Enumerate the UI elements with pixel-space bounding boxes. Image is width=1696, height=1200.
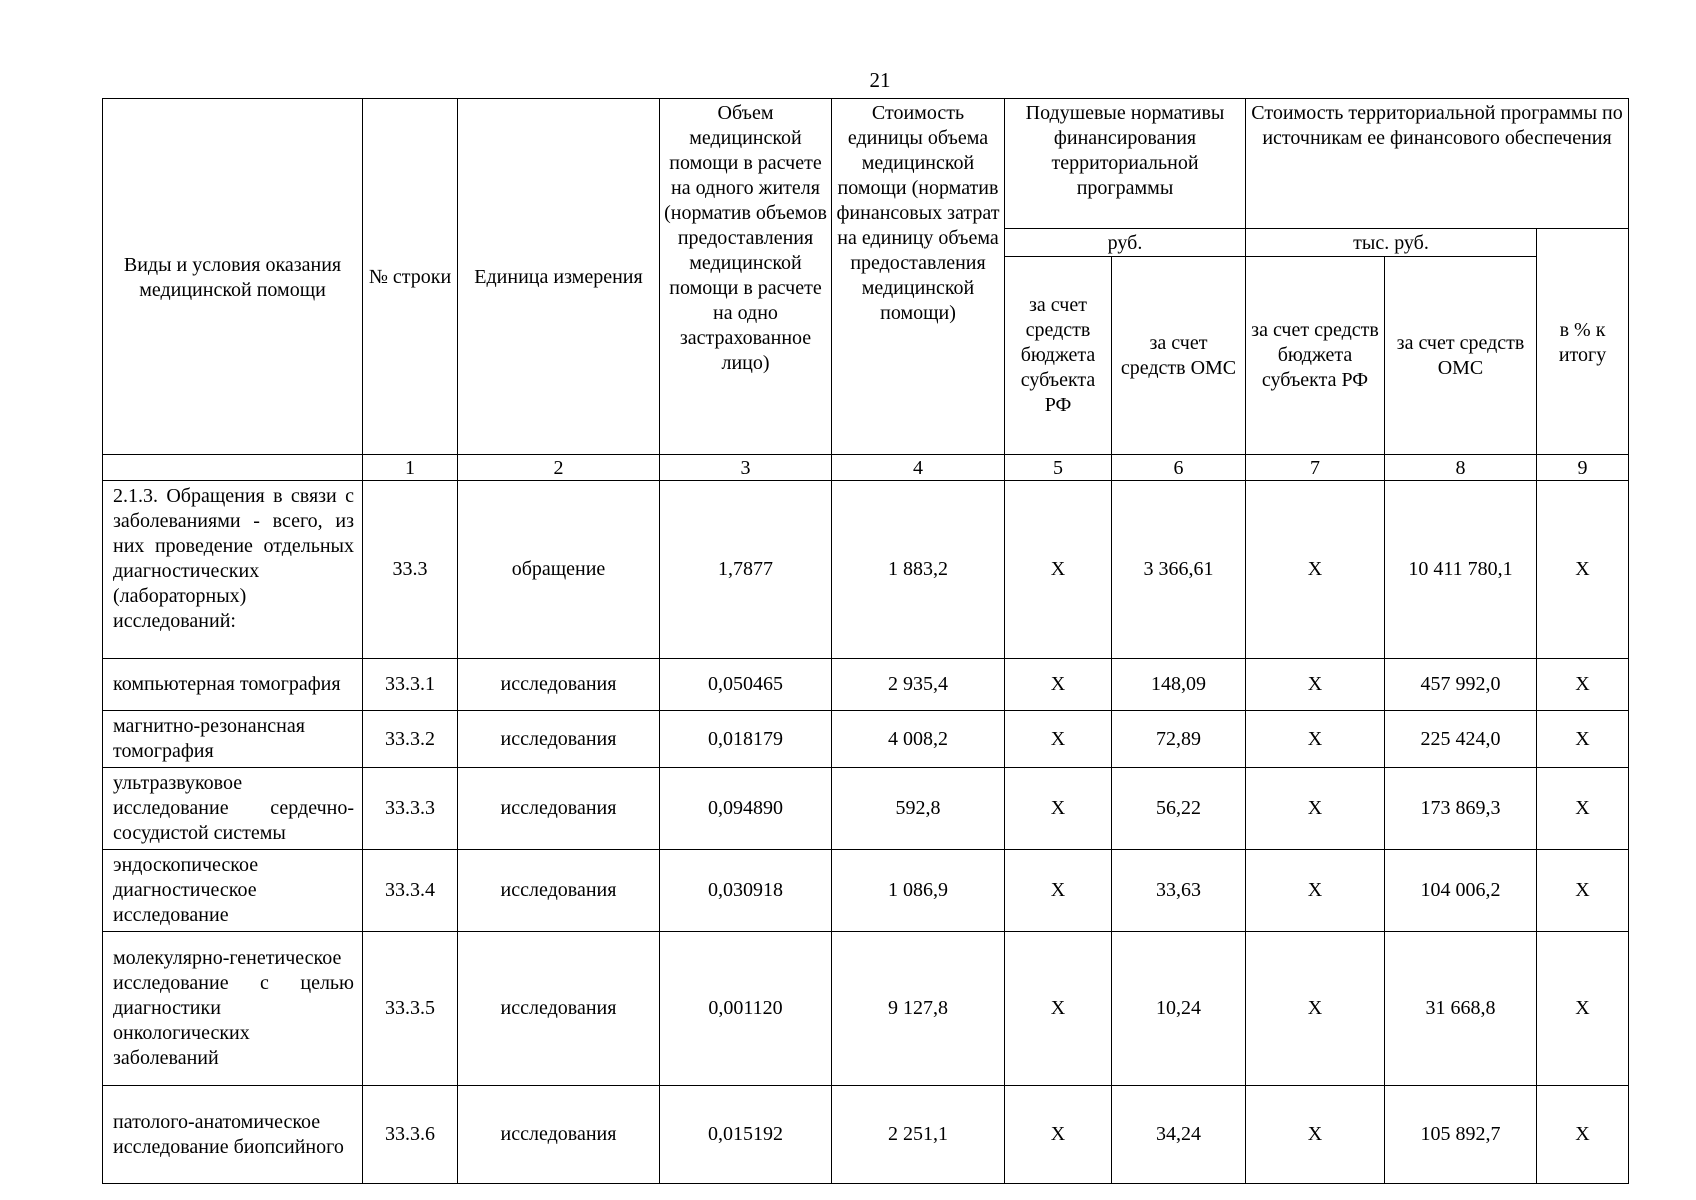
row-oms: 3 366,61 <box>1112 481 1246 659</box>
row-oms-thous: 105 892,7 <box>1385 1086 1537 1184</box>
row-oms: 33,63 <box>1112 850 1246 932</box>
row-name: 2.1.3. Обращения в связи с заболеваниями - всего, из них проведение отдельных диагностических (лабораторных) исследований: <box>103 481 363 659</box>
row-number: 33.3.1 <box>363 659 458 711</box>
table-row <box>103 711 1629 768</box>
header-cost: Стоимость единицы объема медицинской помощи (норматив финансовых затрат на единицу объема предоставления медицинской помощи) <box>832 99 1005 455</box>
row-name: эндоскопическое диагностическое исследование <box>103 850 363 932</box>
row-number: 33.3.6 <box>363 1086 458 1184</box>
row-oms-thous: 457 992,0 <box>1385 659 1537 711</box>
header-volume: Объем медицинской помощи в расчете на одного жителя (норматив объемов предоставления медицинской помощи в расчете на одно застрахованное лицо) <box>660 99 832 455</box>
row-budget: Х <box>1005 481 1112 659</box>
column-number: 9 <box>1537 455 1629 481</box>
row-unit: исследования <box>458 768 660 850</box>
row-budget-thous: Х <box>1246 768 1385 850</box>
row-budget-thous: Х <box>1246 932 1385 1086</box>
row-number: 33.3.4 <box>363 850 458 932</box>
row-percent: Х <box>1537 1086 1629 1184</box>
row-volume: 0,015192 <box>660 1086 832 1184</box>
column-number-row <box>103 455 1629 481</box>
row-unit: исследования <box>458 711 660 768</box>
row-cost: 1 883,2 <box>832 481 1005 659</box>
row-unit: исследования <box>458 1086 660 1184</box>
row-budget: Х <box>1005 932 1112 1086</box>
row-number: 33.3.5 <box>363 932 458 1086</box>
column-number: 3 <box>660 455 832 481</box>
row-cost: 592,8 <box>832 768 1005 850</box>
row-cost: 9 127,8 <box>832 932 1005 1086</box>
row-cost: 1 086,9 <box>832 850 1005 932</box>
column-number: 2 <box>458 455 660 481</box>
medical-care-cost-table <box>102 98 1629 1184</box>
row-percent: Х <box>1537 932 1629 1086</box>
column-number: 4 <box>832 455 1005 481</box>
row-oms: 34,24 <box>1112 1086 1246 1184</box>
header-thous-rub: тыс. руб. <box>1246 229 1537 257</box>
table-row <box>103 481 1629 659</box>
row-number: 33.3 <box>363 481 458 659</box>
row-unit: исследования <box>458 659 660 711</box>
row-oms: 72,89 <box>1112 711 1246 768</box>
row-volume: 0,018179 <box>660 711 832 768</box>
row-volume: 1,7877 <box>660 481 832 659</box>
row-oms-thous: 10 411 780,1 <box>1385 481 1537 659</box>
row-unit: исследования <box>458 850 660 932</box>
row-percent: Х <box>1537 659 1629 711</box>
row-number: 33.3.2 <box>363 711 458 768</box>
row-name: ультразвуковое исследование сердечно-сосудистой системы <box>103 768 363 850</box>
row-budget: Х <box>1005 850 1112 932</box>
header-kind: Виды и условия оказания медицинской помощи <box>103 99 363 455</box>
row-budget-thous: Х <box>1246 1086 1385 1184</box>
row-name: магнитно-резонансная томография <box>103 711 363 768</box>
row-budget: Х <box>1005 711 1112 768</box>
header-oms: за счет средств ОМС <box>1112 257 1246 455</box>
row-budget-thous: Х <box>1246 850 1385 932</box>
row-oms-thous: 31 668,8 <box>1385 932 1537 1086</box>
row-oms-thous: 225 424,0 <box>1385 711 1537 768</box>
row-cost: 4 008,2 <box>832 711 1005 768</box>
column-number-blank <box>103 455 363 481</box>
row-oms-thous: 173 869,3 <box>1385 768 1537 850</box>
header-budget-thous: за счет средств бюджета субъекта РФ <box>1246 257 1385 455</box>
row-budget-thous: Х <box>1246 711 1385 768</box>
header-row-no: № строки <box>363 99 458 455</box>
row-percent: Х <box>1537 850 1629 932</box>
row-name: молекулярно-генетическое исследование с целью диагностики онкологических заболеваний <box>103 932 363 1086</box>
header-unit: Единица измерения <box>458 99 660 455</box>
table-row <box>103 768 1629 850</box>
column-number: 7 <box>1246 455 1385 481</box>
header-oms-thous: за счет средств ОМС <box>1385 257 1537 455</box>
row-percent: Х <box>1537 481 1629 659</box>
row-number: 33.3.3 <box>363 768 458 850</box>
row-volume: 0,050465 <box>660 659 832 711</box>
row-budget-thous: Х <box>1246 659 1385 711</box>
row-oms: 56,22 <box>1112 768 1246 850</box>
row-cost: 2 251,1 <box>832 1086 1005 1184</box>
page-number: 21 <box>869 68 891 92</box>
row-budget: Х <box>1005 768 1112 850</box>
column-number: 6 <box>1112 455 1246 481</box>
header-program-cost: Стоимость территориальной программы по источникам ее финансового обеспечения <box>1246 99 1629 229</box>
header-budget: за счет средств бюджета субъекта РФ <box>1005 257 1112 455</box>
row-oms: 148,09 <box>1112 659 1246 711</box>
row-budget-thous: Х <box>1246 481 1385 659</box>
row-budget: Х <box>1005 659 1112 711</box>
row-oms-thous: 104 006,2 <box>1385 850 1537 932</box>
header-rub: руб. <box>1005 229 1246 257</box>
row-percent: Х <box>1537 768 1629 850</box>
table-row <box>103 850 1629 932</box>
column-number: 5 <box>1005 455 1112 481</box>
column-number: 8 <box>1385 455 1537 481</box>
table-row <box>103 1086 1629 1184</box>
row-name: патолого-анатомическое исследование биопсийного <box>103 1086 363 1184</box>
row-volume: 0,094890 <box>660 768 832 850</box>
table-row <box>103 932 1629 1086</box>
row-percent: Х <box>1537 711 1629 768</box>
row-name: компьютерная томография <box>103 659 363 711</box>
row-cost: 2 935,4 <box>832 659 1005 711</box>
row-unit: обращение <box>458 481 660 659</box>
row-volume: 0,030918 <box>660 850 832 932</box>
header-per-capita: Подушевые нормативы финансирования территориальной программы <box>1005 99 1246 229</box>
column-number: 1 <box>363 455 458 481</box>
table-row <box>103 659 1629 711</box>
header-percent: в % к итогу <box>1537 229 1629 455</box>
row-budget: Х <box>1005 1086 1112 1184</box>
row-oms: 10,24 <box>1112 932 1246 1086</box>
row-volume: 0,001120 <box>660 932 832 1086</box>
row-unit: исследования <box>458 932 660 1086</box>
